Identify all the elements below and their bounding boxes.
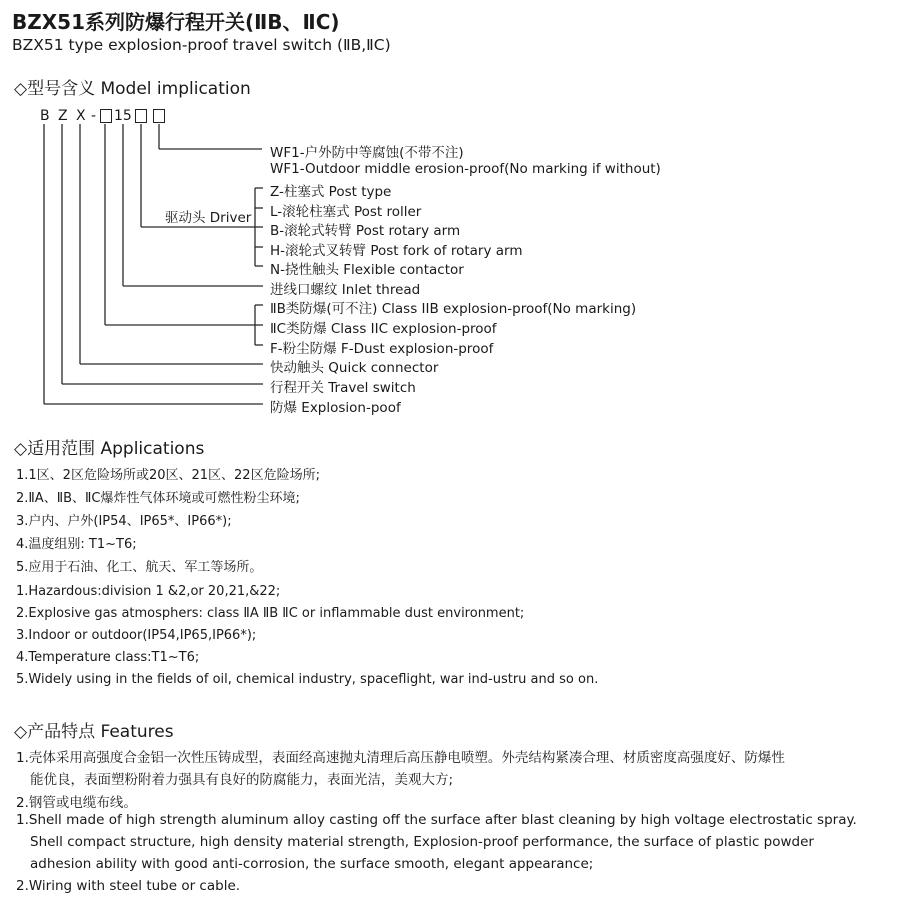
model-item-inlet-thread: 进线口螺纹 Inlet thread (270, 282, 421, 298)
driver-label: 驱动头 Driver (165, 210, 252, 226)
application-zh-3: 3.户内、户外(IP54、IP65*、IP66*); (16, 514, 232, 529)
feature-en-1-cont2: adhesion ability with good anti-corrosion, the surface smooth, elegant appearance; (30, 856, 594, 872)
application-en-4: 4.Temperature class:T1~T6; (16, 650, 200, 665)
feature-en-2: 2.Wiring with steel tube or cable. (16, 878, 241, 894)
feature-zh-1-cont: 能优良，表面塑粉附着力强具有良好的防腐能力，表面光洁，美观大方; (30, 772, 454, 788)
model-item-dust: F-粉尘防爆 F-Dust explosion-proof (270, 341, 494, 357)
applications-heading: ◇适用范围 Applications (14, 439, 205, 459)
application-en-2: 2.Explosive gas atmosphers: class ⅡA ⅡB ⅡC or inflammable dust environment; (16, 606, 525, 621)
model-item-post-type: Z-柱塞式 Post type (270, 184, 392, 200)
model-item-quick-connector: 快动触头 Quick connector (270, 360, 439, 376)
page-title-zh: BZX51系列防爆行程开关(ⅡB、ⅡC) (12, 10, 340, 34)
model-item-flexible: N-挠性触头 Flexible contactor (270, 262, 464, 278)
model-leader-lines (0, 0, 900, 420)
application-zh-2: 2.ⅡA、ⅡB、ⅡC爆炸性气体环境或可燃性粉尘环境; (16, 491, 300, 506)
model-item-explosion-proof: 防爆 Explosion-poof (270, 400, 401, 416)
application-en-5: 5.Widely using in the fields of oil, chemical industry, spaceflight, war ind-ustru and so on. (16, 672, 599, 687)
model-item-class-iic: ⅡC类防爆 Class IIC explosion-proof (270, 321, 497, 337)
features-heading: ◇产品特点 Features (14, 722, 174, 742)
model-item-rotary-arm: B-滚轮式转臂 Post rotary arm (270, 223, 461, 239)
application-zh-4: 4.温度组别: T1~T6; (16, 537, 137, 552)
feature-en-1-cont: Shell compact structure, high density material strength, Explosion-proof performance, the surface of plastic powder (30, 834, 814, 850)
code-char-15: 15 (114, 108, 132, 124)
code-char-b: B (40, 108, 50, 124)
code-char-x: X (76, 108, 86, 124)
model-item-class-iib: ⅡB类防爆(可不注) Class IIB explosion-proof(No marking) (270, 301, 637, 317)
page-title-en: BZX51 type explosion-proof travel switch (ⅡB,ⅡC) (12, 36, 391, 54)
model-item-wf1-zh: WF1-户外防中等腐蚀(不带不注) (270, 145, 464, 161)
application-zh-1: 1.1区、2区危险场所或20区、21区、22区危险场所; (16, 468, 320, 483)
application-zh-5: 5.应用于石油、化工、航天、军工等场所。 (16, 560, 263, 575)
feature-zh-2: 2.钢管或电缆布线。 (16, 795, 137, 811)
model-item-fork-arm: H-滚轮式叉转臂 Post fork of rotary arm (270, 243, 523, 259)
application-en-1: 1.Hazardous:division 1 &2,or 20,21,&22; (16, 584, 281, 599)
code-char-z: Z (58, 108, 68, 124)
code-char-dash: - (91, 108, 97, 124)
model-heading: ◇型号含义 Model implication (14, 79, 251, 99)
feature-zh-1: 1.壳体采用高强度合金铝一次性压铸成型，表面经高速抛丸清理后高压静电喷塑。外壳结构紧凑合理、材质密度高强度好、防爆性 (16, 750, 785, 766)
feature-en-1: 1.Shell made of high strength aluminum alloy casting off the surface after blast cleaning by high voltage electrostatic spray. (16, 812, 857, 828)
model-item-post-roller: L-滚轮柱塞式 Post roller (270, 204, 422, 220)
model-item-travel-switch: 行程开关 Travel switch (270, 380, 416, 396)
application-en-3: 3.Indoor or outdoor(IP54,IP65,IP66*); (16, 628, 257, 643)
model-item-wf1-en: WF1-Outdoor middle erosion-proof(No marking if without) (270, 161, 661, 177)
